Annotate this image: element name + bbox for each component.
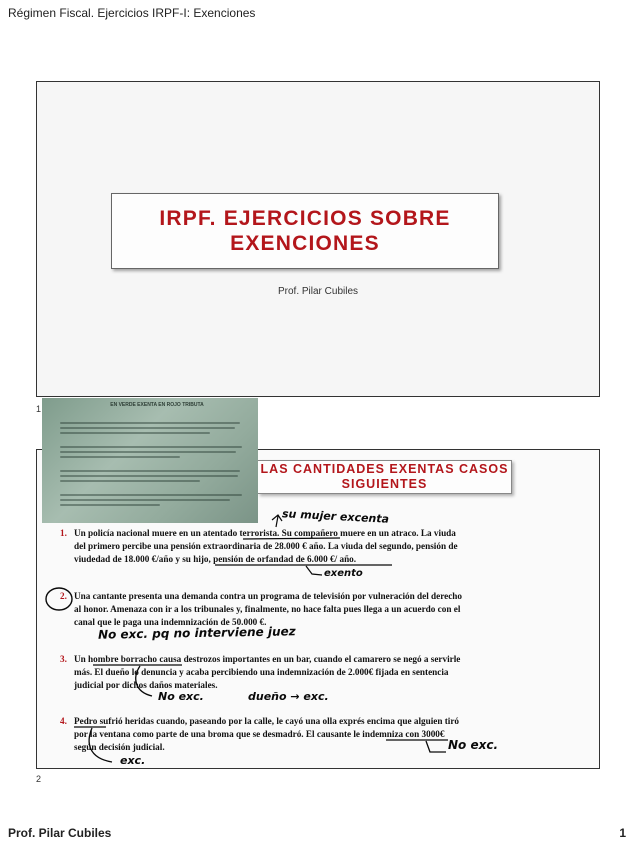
slide-2-banner — [258, 460, 512, 494]
handwritten-exento: exento — [324, 568, 363, 579]
slide-2-number: 2 — [36, 774, 42, 784]
handwritten-dueno-exc: dueño → exc. — [248, 690, 329, 703]
handwritten-exc-4: exc. — [120, 754, 146, 767]
exercise-line: Un policía nacional muere en un atentado terrorista. Su compañero muere en un atraco. La viuda — [74, 528, 456, 538]
handwritten-no-exc-3: No exc. — [158, 690, 204, 703]
exercise-line: viudedad de 18.000 €/año y su hijo, pensión de orfandad de 6.000 €/ año. — [74, 554, 357, 565]
photo-text-line — [60, 499, 230, 501]
photo-text-line — [60, 494, 242, 496]
exercise-line: judicial por dichos daños materiales. — [74, 680, 218, 691]
slide-1-subtitle: Prof. Pilar Cubiles — [277, 286, 359, 297]
photo-text-line — [60, 475, 238, 477]
slide-1-title-box — [111, 193, 499, 269]
photo-text-line — [60, 456, 180, 458]
exercise-number: 1. — [60, 528, 67, 538]
photo-text-line — [60, 451, 236, 453]
photo-text-line — [60, 470, 240, 472]
exercise-line: Un hombre borracho causa destrozos importantes en un bar, cuando el camarero se negó a servirle — [74, 654, 461, 664]
exercise-line: del primero percibe una pensión extraordinaria de 28.000 € año. La viuda del segundo, pensión de — [74, 541, 458, 552]
exercise-line: más. El dueño lo denuncia y acaba percibiendo una indemnización de 2.000€ fijada en sentencia — [74, 667, 449, 678]
exercise-line: canal que le paga una indemnización de 50.000 €. — [74, 617, 267, 628]
exercise-line: Pedro sufrió heridas cuando, paseando por la calle, le cayó una olla exprés encima que alguien tiró — [74, 716, 460, 726]
footer-author: Prof. Pilar Cubiles — [8, 826, 112, 840]
photo-text-line — [60, 427, 235, 429]
photo-text-line — [60, 422, 240, 424]
exercise-line: al honor. Amenaza con ir a los tribunales y, finalmente, no hace falta pues llega a un acuerdo con el — [74, 604, 461, 615]
photo-text-line — [60, 432, 210, 434]
exercise-line: según decisión judicial. — [74, 742, 165, 753]
photo-text-line — [60, 504, 160, 506]
photo-heading: EN VERDE EXENTA EN ROJO TRIBUTA — [110, 402, 204, 408]
exercise-number: 3. — [60, 654, 67, 664]
handwritten-su-mujer: su mujer excenta — [281, 507, 390, 526]
handwritten-no-exc-juez: No exc. pq no interviene juez — [97, 624, 296, 642]
exercise-line: por la ventana como parte de una broma que se desmadró. El causante le indemniza con 3000€ — [74, 729, 445, 740]
photo-text-line — [60, 446, 242, 448]
exercise-3 — [60, 653, 572, 693]
slide-1 — [36, 81, 600, 397]
exercise-number: 4. — [60, 716, 67, 726]
exercise-number: 2. — [60, 591, 67, 601]
exercise-line: Una cantante presenta una demanda contra un programa de televisión por vulneración del derecho — [74, 591, 463, 601]
slide-2-banner-title: LAS CANTIDADES EXENTAS CASOS SIGUIENTES — [260, 462, 509, 491]
document-header-title: Régimen Fiscal. Ejercicios IRPF-I: Exenciones — [8, 6, 256, 20]
exercise-1 — [60, 527, 572, 567]
slide-1-title: IRPF. EJERCICIOS SOBRE EXENCIONES — [159, 207, 451, 255]
slide-1-number: 1 — [36, 404, 42, 414]
exercise-2 — [60, 590, 572, 630]
handwritten-no-exc-4: No exc. — [448, 738, 499, 752]
photo-text-line — [60, 480, 200, 482]
footer-page-number: 1 — [619, 826, 626, 840]
printed-sheet-photo — [42, 398, 258, 523]
